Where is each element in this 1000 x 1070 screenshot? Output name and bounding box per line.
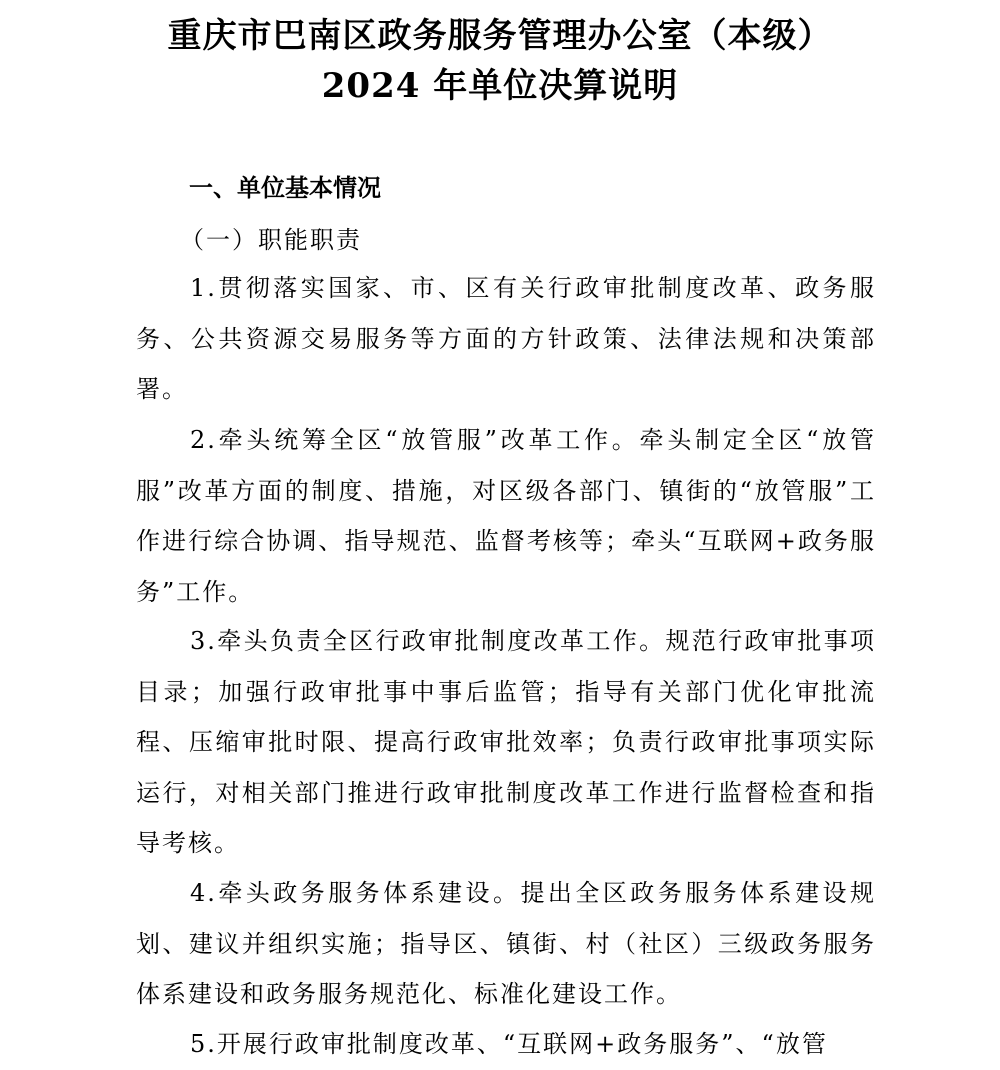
paragraph-3: 3.牵头负责全区行政审批制度改革工作。规范行政审批事项目录；加强行政审批事中事后监管；指导有关部门优化审批流程、压缩审批时限、提高行政审批效率；负责行政审批事项实际运行，对相关部门推进行政审批制度改革工作进行监督检查和指导考核。 xyxy=(136,627,876,857)
document-title-line-1: 重庆市巴南区政务服务管理办公室（本级） xyxy=(167,16,833,56)
section-heading-basic-info: 一、单位基本情况 xyxy=(189,174,381,202)
paragraph-4: 4.牵头政务服务体系建设。提出全区政务服务体系建设规划、建议并组织实施；指导区、镇街、村（社区）三级政务服务体系建设和政务服务规范化、标准化建设工作。 xyxy=(136,879,876,1008)
document-title-line-2: 2024 年单位决算说明 xyxy=(321,66,679,106)
paragraph-5: 5.开展行政审批制度改革、“互联网+政务服务”、“放管 xyxy=(190,1030,828,1058)
subsection-heading-functions: （一）职能职责 xyxy=(180,226,362,254)
paragraph-1: 1.贯彻落实国家、市、区有关行政审批制度改革、政务服务、公共资源交易服务等方面的方针政策、法律法规和决策部署。 xyxy=(136,274,876,403)
paragraph-2: 2.牵头统筹全区“放管服”改革工作。牵头制定全区“放管服”改革方面的制度、措施，对区级各部门、镇街的“放管服”工作进行综合协调、指导规范、监督考核等；牵头“互联网+政务服务”工作。 xyxy=(136,426,876,606)
